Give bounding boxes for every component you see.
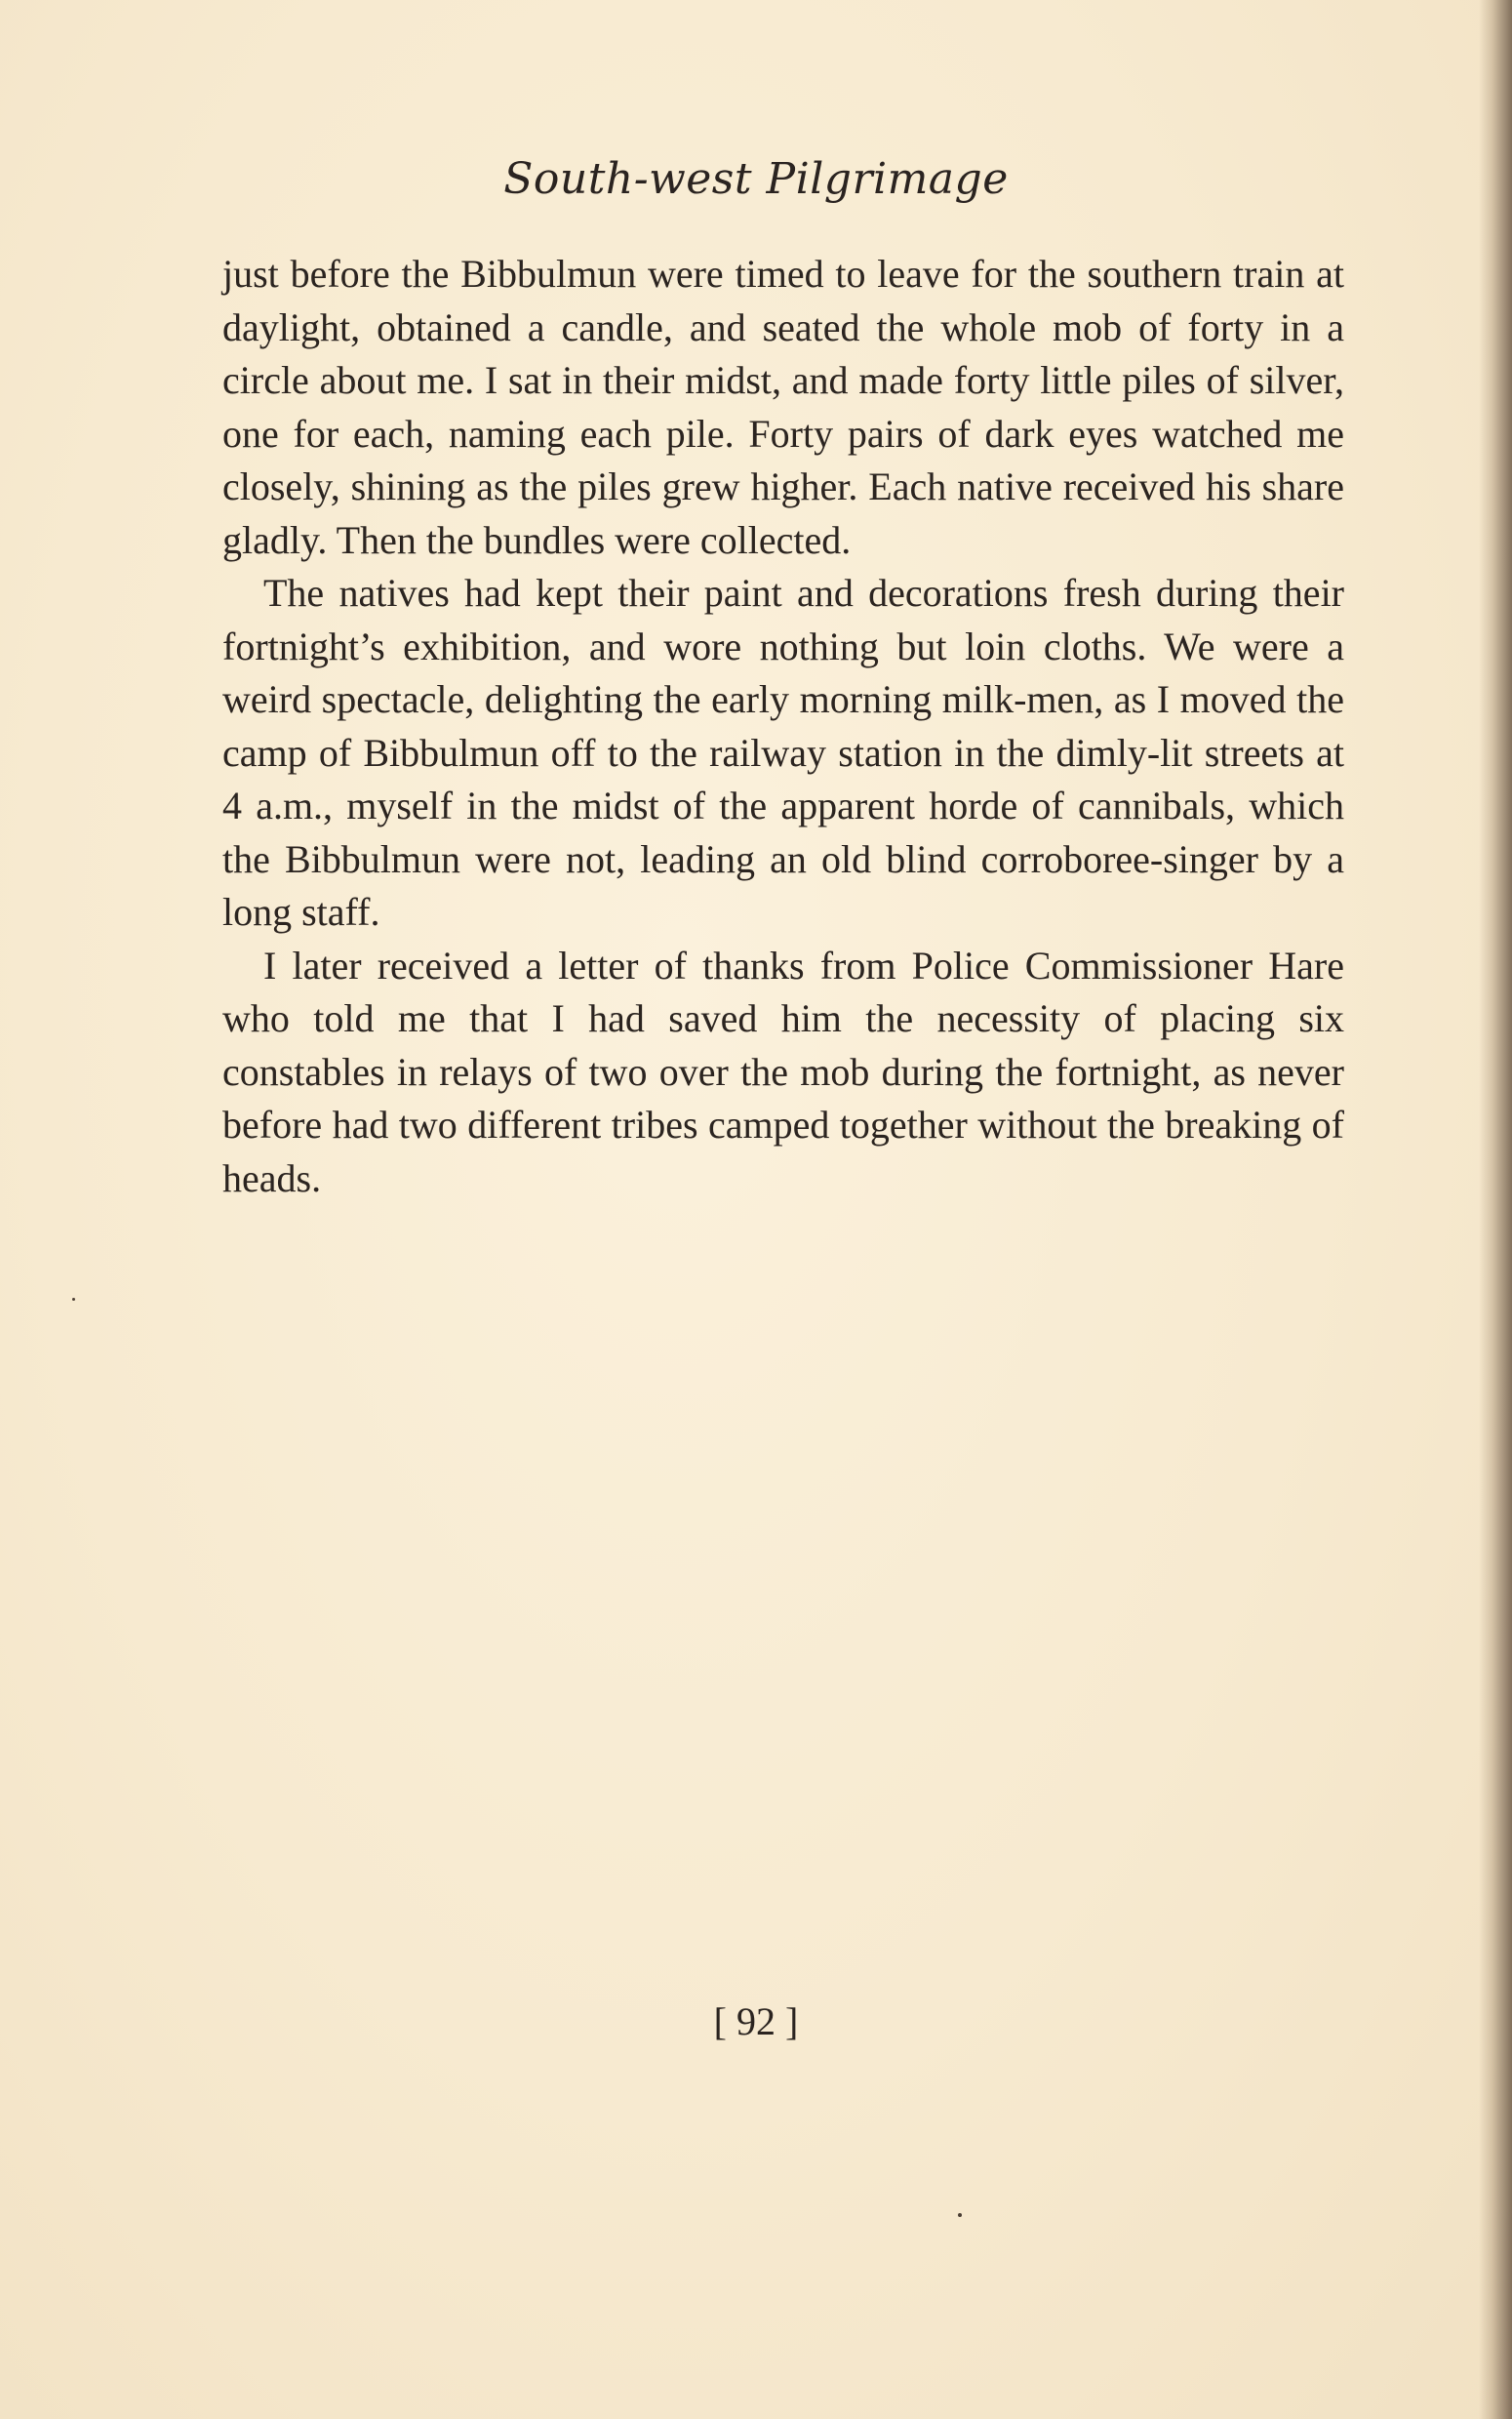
paragraph-3: I later received a letter of thanks from Police Commissioner Hare who told me that I had saved him the necessity of placing six constables in relays of two over the mob during the fortnight, as never before had two different tribes camped together without the breaking of heads. xyxy=(222,943,1344,1200)
body-text xyxy=(222,248,1344,1205)
spine-shadow xyxy=(1479,0,1512,2419)
paper-speck xyxy=(72,1298,75,1301)
paragraph-2: The natives had kept their paint and decorations fresh during their fortnight’s exhibition, and wore nothing but loin cloths. We were a weird spectacle, delighting the early morning milk-men, as I moved the camp of Bibbulmun off to the railway station in the dimly-lit streets at 4 a.m., myself in the midst of the apparent horde of cannibals, which the Bibbulmun were not, leading an old blind corroboree-singer by a long staff. xyxy=(222,571,1344,934)
paragraph-1: just before the Bibbulmun were timed to leave for the southern train at daylight, obtained a candle, and seated the whole mob of forty in a circle about me. I sat in their midst, and made forty little piles of silver, one for each, naming each pile. Forty pairs of dark eyes watched me closely, shining as the piles grew higher. Each native received his share gladly. Then the bundles were collected. xyxy=(222,252,1344,562)
paper-speck xyxy=(958,2213,962,2217)
running-head: South-west Pilgrimage xyxy=(503,154,1009,204)
page-number: [ 92 ] xyxy=(713,1999,799,2043)
